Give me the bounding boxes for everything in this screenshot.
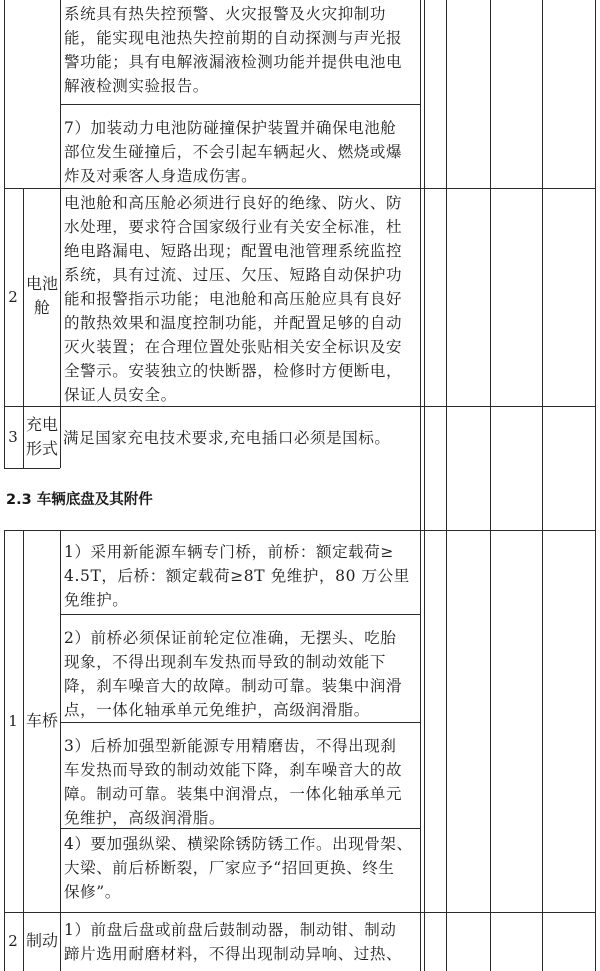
battery-compartment-text [64,191,420,407]
label-line: 电池 [25,274,58,293]
text-line: 4.5T，后桥：额定载荷≥8T 免维护，80 万公里 [64,567,410,585]
col-divider-num [23,530,24,971]
col-divider-content [424,0,425,971]
label-line: 舱 [33,298,50,317]
label-line: 充电 [25,415,58,434]
row-label-charging-form [24,413,60,461]
fire-alarm-text [64,2,420,98]
text-line: 点，一体化轴承单元免维护，高级润滑脂。 [64,701,370,719]
text-line: 1）采用新能源车辆专门桥，前桥：额定载荷≥ [64,543,394,561]
text-line: 能和报警指示功能；电池舱和高压舱应具有良好 [64,290,403,308]
row-divider [4,530,595,531]
text-line: 水处理，要求符合国家级行业有关安全标准，杜 [64,218,403,236]
text-line: 系统具有热失控预警、火灾报警及火灾抑制功 [64,5,387,23]
text-line: 4）要加强纵梁、横梁除锈防锈工作。出现骨架、 [64,835,413,853]
text-line: 电池舱和高压舱必须进行良好的绝缘、防火、防 [64,194,403,212]
row-label-brake: 制动 [25,931,58,950]
text-line: 炸及对乘客人身造成伤害。 [64,167,258,185]
text-line: 免维护。 [64,591,129,609]
row-number: 1 [8,712,18,730]
row-divider [60,614,420,615]
row-divider [4,912,595,913]
row-number: 2 [8,288,18,306]
text-line: 3）后桥加强型新能源专用精磨齿，不得出现刹 [64,737,397,755]
text-line: 7）加装动力电池防碰撞保护装置并确保电池舱 [64,119,397,137]
axle-item-4 [64,832,420,904]
col-divider-extra [542,0,543,971]
label-line: 形式 [25,439,58,458]
row-divider [60,104,420,105]
brake-text [64,918,420,966]
text-line: 能，能实现电池热失控前期的自动探测与声光报 [64,29,403,47]
text-line: 系统，具有过流、过压、欠压、短路自动保护功 [64,266,403,284]
text-line: 大梁、前后桥断裂，厂家应予“招回更换、终生 [64,859,395,877]
collision-protection-text [64,116,420,188]
text-line: 2）前桥必须保证前轮定位准确，无摆头、吃胎 [64,629,397,647]
row-divider [4,468,60,469]
row-label-axle: 车桥 [25,711,58,730]
row-number: 2 [8,932,18,950]
col-divider-label [60,0,61,468]
axle-item-2 [64,626,420,722]
text-line: 现象，不得出现刹车发热而导致的制动效能下 [64,653,387,671]
table-border-left [4,530,5,971]
text-line: 警功能；具有电解液漏液检测功能并提供电池电 [64,53,403,71]
text-line: 解液检测实验报告。 [64,77,209,95]
col-divider-extra [446,0,447,971]
table-border-left [4,0,5,468]
row-divider [60,722,420,723]
row-label-battery-compartment [24,272,60,320]
text-line: 蹄片选用耐磨材料，不得出现制动异响、过热、 [64,945,403,963]
row-number: 3 [8,428,18,446]
text-line: 的散热效果和温度控制功能，并配置足够的自动 [64,314,403,332]
text-line: 车发热而导致的制动效能下降，刹车噪音大的故 [64,761,403,779]
text-line: 全警示。安装独立的快断器，检修时方便断电， [64,362,403,380]
col-divider-extra [490,0,491,971]
text-line: 部位发生碰撞后，不会引起车辆起火、燃烧或爆 [64,143,403,161]
text-line: 免维护，高级润滑脂。 [64,809,226,827]
text-line: 障。制动可靠。装集中润滑点，一体化轴承单元 [64,785,403,803]
axle-item-3 [64,734,420,830]
section-title: 2.3 车辆底盘及其附件 [6,492,153,508]
row-divider [4,188,595,189]
col-divider-content [420,0,421,971]
col-divider-label [60,530,61,971]
axle-item-1 [64,540,420,612]
text-line: 灭火装置；在合理位置处张贴相关安全标识及安 [64,338,403,356]
table-border-right [595,0,596,971]
text-line: 1）前盘后盘或前盘后鼓制动器，制动钳、制动 [64,921,397,939]
charging-form-text: 满足国家充电技术要求,充电插口必须是国标。 [63,429,391,447]
text-line: 绝电路漏电、短路出现；配置电池管理系统监控 [64,242,403,260]
text-line: 降，刹车噪音大的故障。制动可靠。装集中润滑 [64,677,403,695]
text-line: 保修”。 [64,883,121,901]
text-line: 保证人员安全。 [64,386,177,404]
